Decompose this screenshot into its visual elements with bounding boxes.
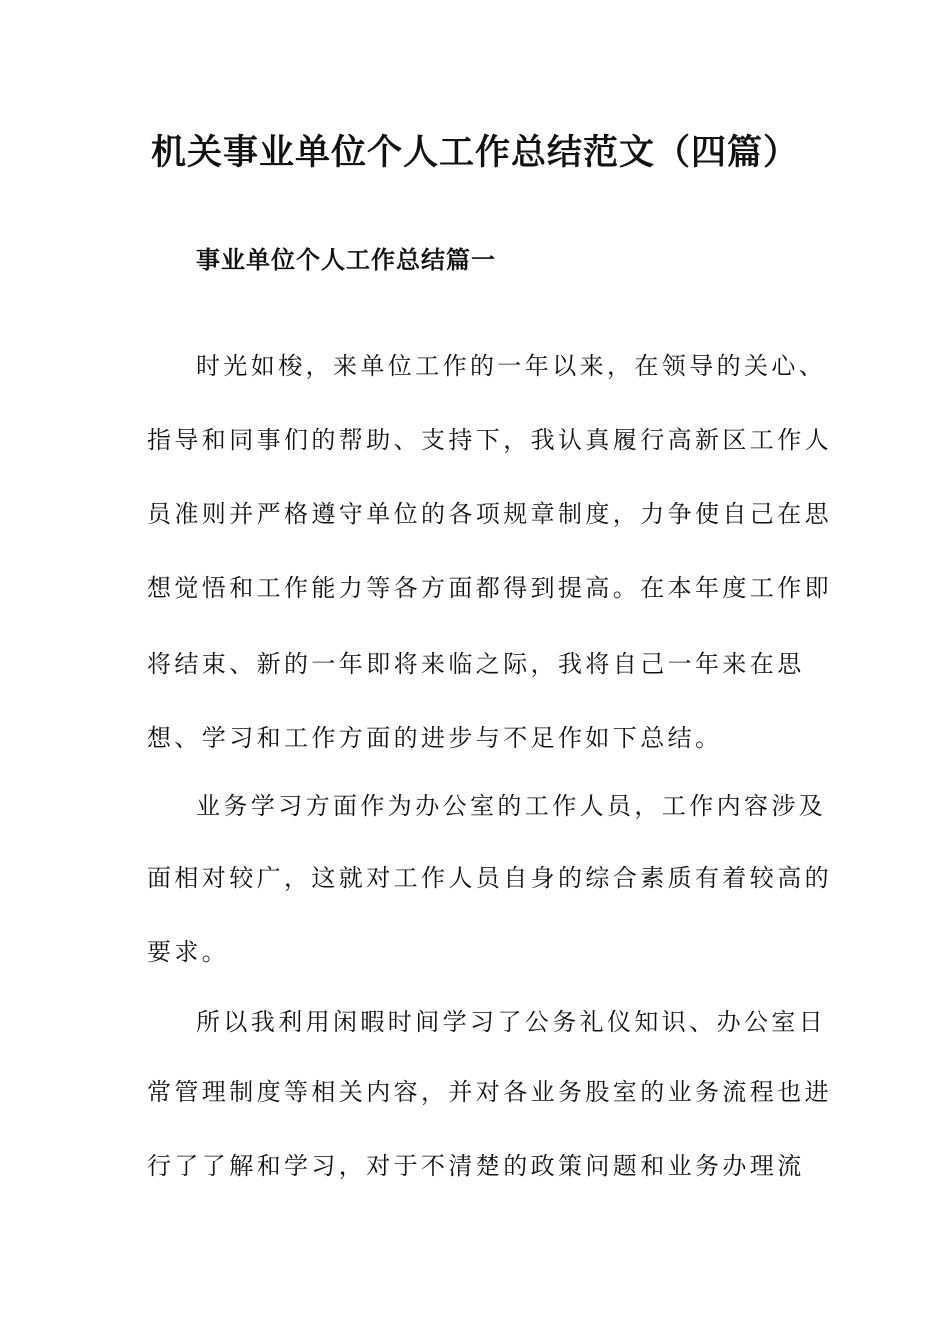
paragraph-line: 业务学习方面作为办公室的工作人员，工作内容涉及: [196, 792, 827, 820]
document-title: 机关事业单位个人工作总结范文（四篇）: [150, 132, 799, 173]
paragraph-line: 指导和同事们的帮助、支持下，我认真履行高新区工作人: [147, 426, 832, 454]
section-heading: 事业单位个人工作总结篇一: [196, 245, 496, 274]
paragraph-line: 行了了解和学习，对于不清楚的政策问题和业务办理流: [147, 1152, 805, 1180]
paragraph-line: 员准则并严格遵守单位的各项规章制度，力争使自己在思: [147, 500, 832, 528]
paragraph-line: 时光如梭，来单位工作的一年以来，在领导的关心、: [196, 352, 827, 380]
paragraph-line: 将结束、新的一年即将来临之际，我将自己一年来在思: [147, 650, 805, 678]
paragraph-line: 想觉悟和工作能力等各方面都得到提高。在本年度工作即: [147, 574, 832, 602]
paragraph-line: 想、学习和工作方面的进步与不足作如下总结。: [147, 724, 723, 752]
paragraph-line: 所以我利用闲暇时间学习了公务礼仪知识、办公室日: [196, 1008, 827, 1036]
paragraph-line: 常管理制度等相关内容，并对各业务股室的业务流程也进: [147, 1078, 832, 1106]
paragraph-line: 要求。: [147, 938, 230, 966]
paragraph-line: 面相对较广，这就对工作人员自身的综合素质有着较高的: [147, 864, 832, 892]
